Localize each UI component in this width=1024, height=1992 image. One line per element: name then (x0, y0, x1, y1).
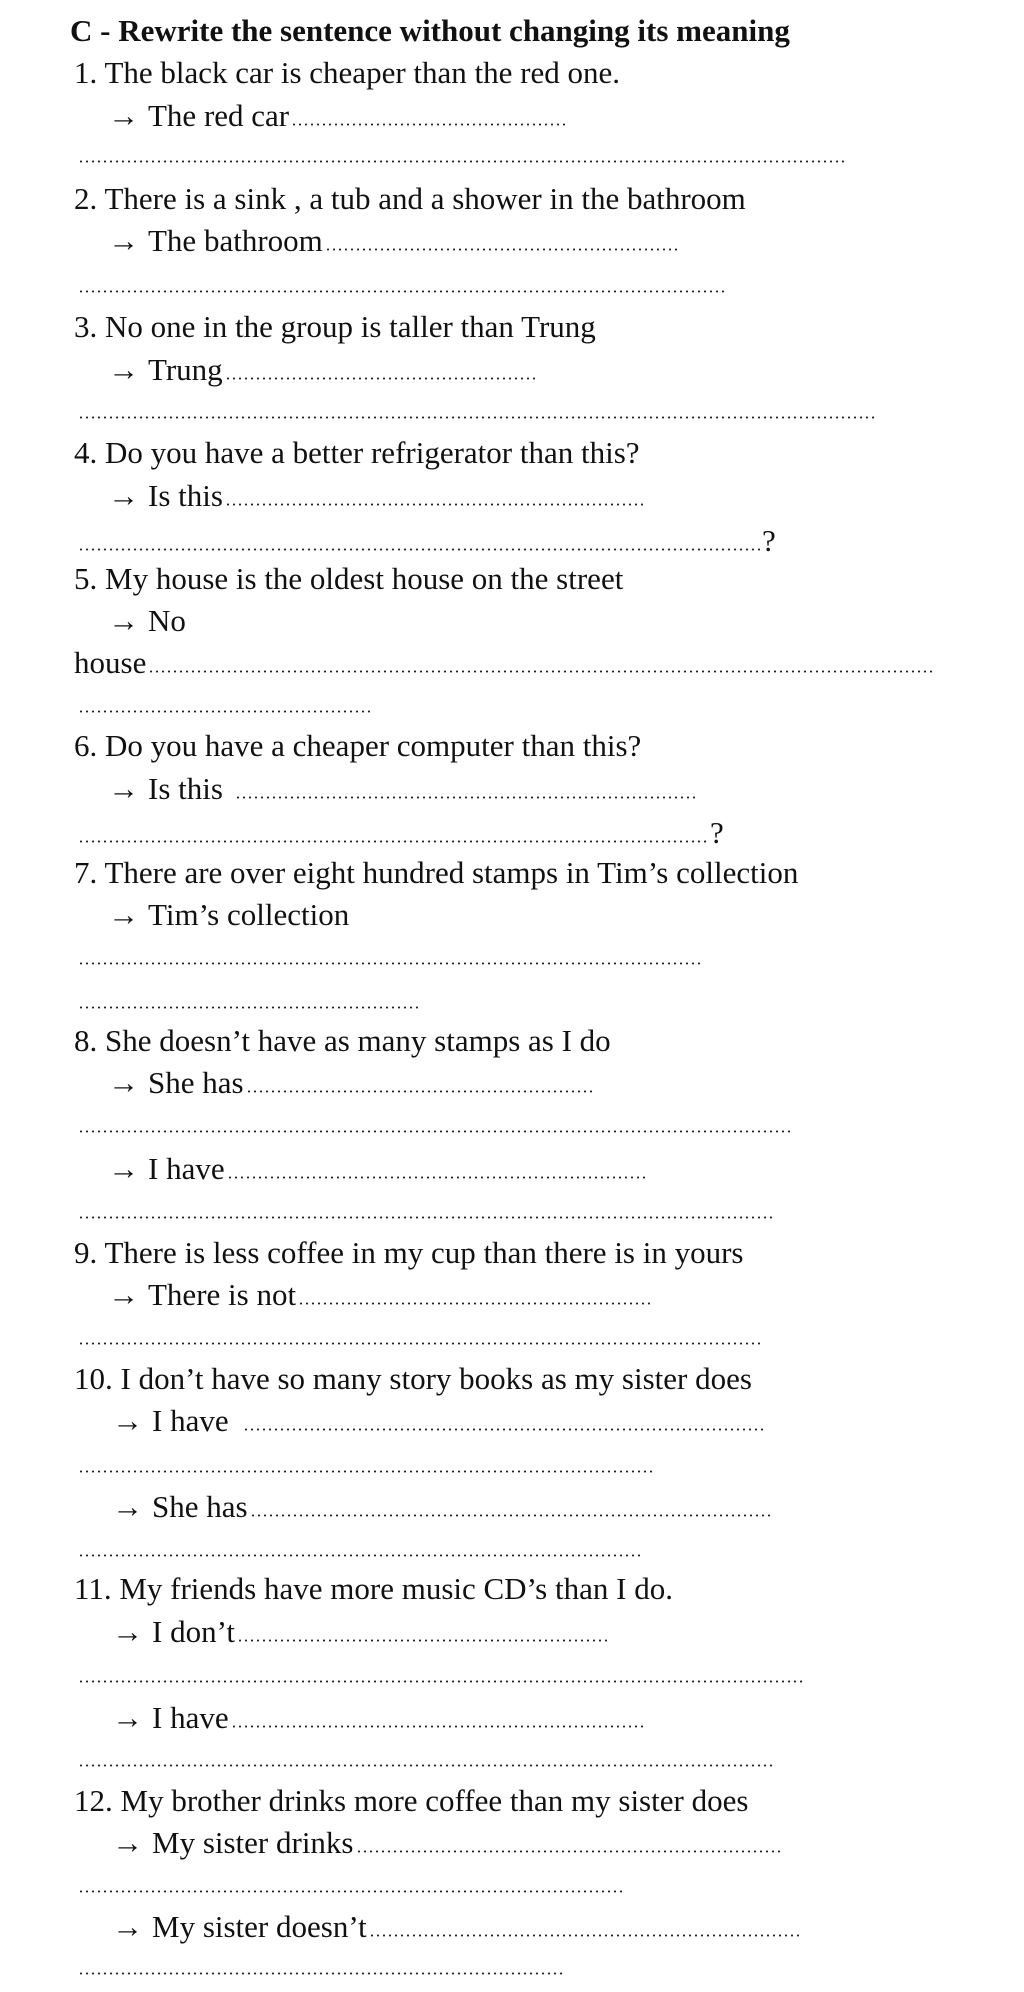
answer-stem: I have (152, 1403, 229, 1438)
question-12: 12. My brother drinks more coffee than my sister does (74, 1783, 749, 1818)
answer-stem: I have (148, 1151, 225, 1186)
question-8: 8. She doesn’t have as many stamps as I do (74, 1023, 611, 1058)
answer-blank-line-with-mark (78, 520, 776, 562)
answer-blank-line[interactable] (78, 1890, 622, 1893)
answer-blank-line[interactable] (78, 1554, 644, 1557)
arrow-icon: → (108, 1065, 139, 1100)
answer-blank-line[interactable] (78, 1470, 652, 1473)
answer-stem: She has (152, 1489, 248, 1524)
answer-prompt-1 (108, 95, 567, 137)
answer-blank[interactable] (78, 548, 762, 551)
answer-prompt-10a (112, 1400, 765, 1442)
arrow-icon: → (108, 771, 139, 806)
answer-prompt-11b (112, 1697, 643, 1739)
answer-blank[interactable] (225, 377, 537, 380)
answer-stem: Tim’s collection (148, 897, 350, 932)
answer-stem: Trung (148, 352, 223, 387)
answer-stem: No (148, 603, 186, 638)
answer-prompt-12b (112, 1906, 799, 1948)
question-11: 11. My friends have more music CD’s than I do. (74, 1571, 673, 1606)
answer-blank[interactable] (298, 1302, 650, 1305)
arrow-icon: → (108, 1151, 139, 1186)
arrow-icon: → (108, 478, 139, 513)
question-mark: ? (710, 815, 724, 850)
question-5: 5. My house is the oldest house on the street (74, 561, 624, 596)
answer-stem: There is not (148, 1277, 297, 1312)
arrow-icon: → (108, 897, 139, 932)
answer-blank[interactable] (231, 1725, 643, 1728)
answer-prompt-8b (108, 1148, 645, 1190)
question-4: 4. Do you have a better refrigerator than this? (74, 435, 640, 470)
answer-blank[interactable] (250, 1514, 772, 1517)
answer-stem: Is this (148, 478, 223, 513)
answer-blank[interactable] (148, 670, 932, 673)
answer-blank[interactable] (237, 1639, 609, 1642)
answer-stem: I don’t (152, 1614, 235, 1649)
answer-prompt-12a (112, 1822, 784, 1864)
question-3: 3. No one in the group is taller than Trung (74, 309, 596, 344)
answer-blank-line[interactable] (78, 160, 848, 163)
answer-blank-line[interactable] (78, 1006, 420, 1009)
arrow-icon: → (112, 1403, 143, 1438)
question-mark: ? (762, 523, 776, 558)
answer-blank-line[interactable] (78, 1342, 762, 1345)
answer-blank[interactable] (243, 1428, 765, 1431)
answer-prompt-9 (108, 1274, 650, 1316)
answer-stem: I have (152, 1700, 229, 1735)
answer-blank-line[interactable] (78, 710, 370, 713)
answer-blank-line[interactable] (78, 1764, 776, 1767)
answer-stem: The red car (148, 98, 290, 133)
answer-blank[interactable] (325, 248, 681, 251)
question-6: 6. Do you have a cheaper computer than this? (74, 728, 642, 763)
question-9: 9. There is less coffee in my cup than there is in yours (74, 1235, 744, 1270)
answer-blank[interactable] (291, 123, 567, 126)
arrow-icon: → (112, 1909, 143, 1944)
answer-blank[interactable] (246, 1090, 594, 1093)
section-title: C - Rewrite the sentence without changing its meaning (70, 13, 790, 48)
arrow-icon: → (108, 603, 139, 638)
answer-blank[interactable] (78, 840, 710, 843)
answer-blank-line[interactable] (78, 1680, 804, 1683)
arrow-icon: → (108, 223, 139, 258)
question-10: 10. I don’t have so many story books as my sister does (74, 1361, 752, 1396)
answer-blank-line[interactable] (78, 962, 700, 965)
answer-continuation-5 (74, 642, 932, 684)
answer-prompt-2 (108, 220, 681, 262)
answer-stem: She has (148, 1065, 244, 1100)
arrow-icon: → (108, 98, 139, 133)
question-2: 2. There is a sink , a tub and a shower in the bathroom (74, 181, 746, 216)
question-7: 7. There are over eight hundred stamps in Tim’s collection (74, 855, 799, 890)
answer-blank[interactable] (356, 1850, 784, 1853)
answer-prompt-11a (112, 1611, 609, 1653)
answer-blank[interactable] (235, 796, 697, 799)
answer-stem: My sister doesn’t (152, 1909, 367, 1944)
arrow-icon: → (112, 1489, 143, 1524)
answer-blank[interactable] (227, 1176, 645, 1179)
answer-stem: My sister drinks (152, 1825, 354, 1860)
arrow-icon: → (112, 1614, 143, 1649)
answer-stem: The bathroom (148, 223, 323, 258)
answer-blank-line[interactable] (78, 1216, 776, 1219)
answer-prompt-10b (112, 1486, 772, 1528)
arrow-icon: → (112, 1700, 143, 1735)
answer-blank-line[interactable] (78, 416, 876, 419)
answer-blank-line[interactable] (78, 290, 726, 293)
arrow-icon: → (108, 1277, 139, 1312)
arrow-icon: → (112, 1825, 143, 1860)
answer-blank-line[interactable] (78, 1972, 564, 1975)
answer-prompt-6 (108, 768, 697, 810)
arrow-icon: → (108, 352, 139, 387)
answer-blank-line-with-mark (78, 812, 724, 854)
answer-prompt-4 (108, 475, 645, 517)
answer-stem: Is this (148, 771, 223, 806)
question-1: 1. The black car is cheaper than the red one. (74, 55, 620, 90)
answer-stem-continuation: house (74, 645, 147, 680)
answer-prompt-3 (108, 349, 537, 391)
answer-blank[interactable] (369, 1934, 799, 1937)
answer-blank[interactable] (225, 503, 645, 506)
answer-blank-line[interactable] (78, 1130, 790, 1133)
answer-prompt-8a (108, 1062, 594, 1104)
answer-prompt-7 (108, 894, 349, 936)
answer-prompt-5 (108, 600, 186, 642)
